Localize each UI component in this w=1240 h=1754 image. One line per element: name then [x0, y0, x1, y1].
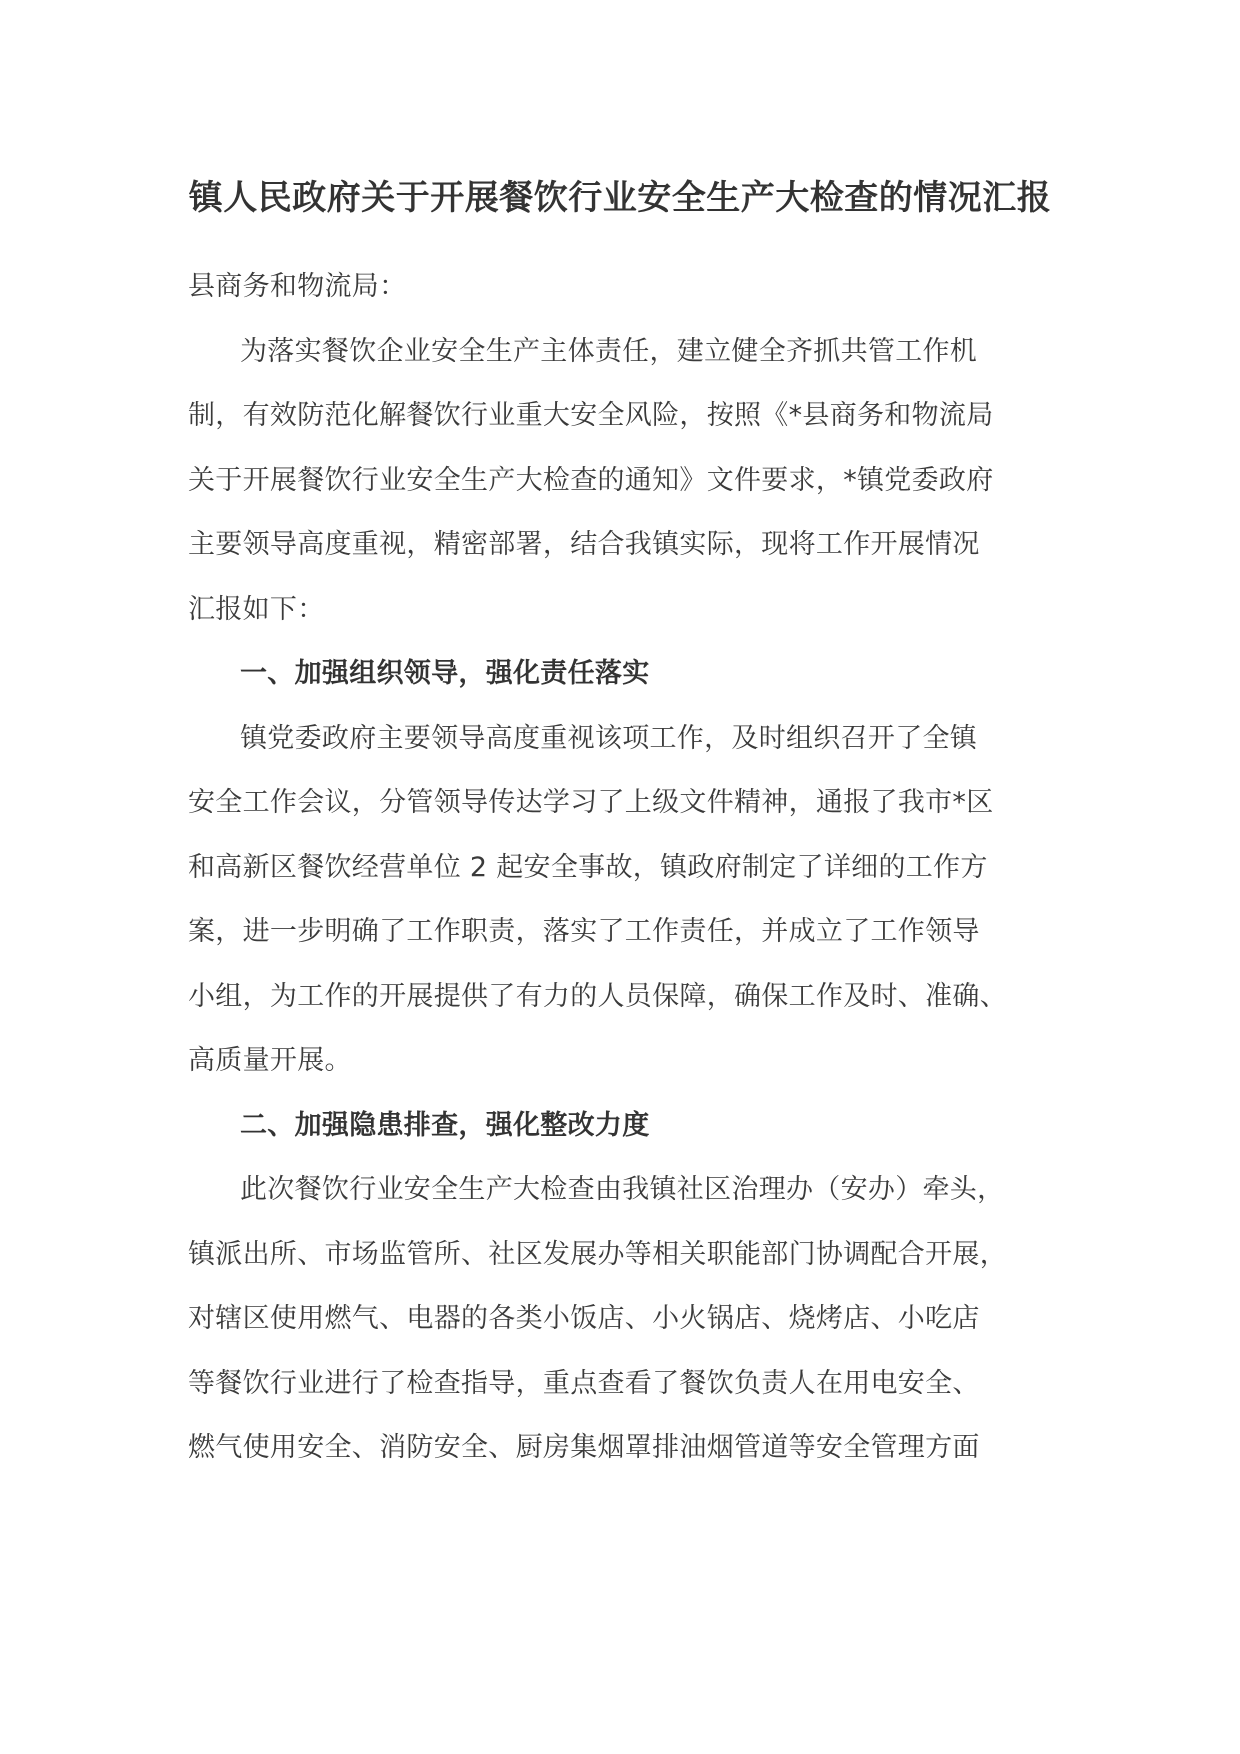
text-line: 汇报如下：: [188, 593, 325, 625]
section-2-paragraph: [188, 1158, 1068, 1481]
text-line: 小组，为工作的开展提供了有力的人员保障，确保工作及时、准确、: [188, 980, 1007, 1012]
text-line: 对辖区使用燃气、电器的各类小饭店、小火锅店、烧烤店、小吃店: [188, 1303, 980, 1334]
section-heading-1: 一、加强组织领导，强化责任落实: [240, 658, 650, 689]
text-line: 安全工作会议，分管领导传达学习了上级文件精神，通报了我市*区: [188, 787, 994, 818]
text-line: 案，进一步明确了工作职责，落实了工作责任，并成立了工作领导: [188, 916, 980, 947]
intro-paragraph: [188, 320, 1068, 643]
text-line: 和高新区餐饮经营单位 2 起安全事故，镇政府制定了详细的工作方: [188, 851, 988, 883]
section-heading-2: 二、加强隐患排查，强化整改力度: [240, 1109, 650, 1141]
document-body: [188, 255, 1068, 1481]
document-title: 镇人民政府关于开展餐饮行业安全生产大检查的情况汇报: [188, 178, 1052, 218]
text-line: 制，有效防范化解餐饮行业重大安全风险，按照《*县商务和物流局: [188, 400, 994, 431]
text-line: 此次餐饮行业安全生产大检查由我镇社区治理办（安办）牵头，: [240, 1174, 1005, 1205]
text-line: 燃气使用安全、消防安全、厨房集烟罩排油烟管道等安全管理方面: [188, 1432, 980, 1463]
text-line: 为落实餐饮企业安全生产主体责任，建立健全齐抓共管工作机: [240, 335, 978, 367]
text-line: 等餐饮行业进行了检查指导，重点查看了餐饮负责人在用电安全、: [188, 1367, 980, 1399]
addressee: 县商务和物流局：: [188, 271, 407, 302]
text-line: 关于开展餐饮行业安全生产大检查的通知》文件要求，*镇党委政府: [188, 464, 994, 496]
text-line: 主要领导高度重视，精密部署，结合我镇实际，现将工作开展情况: [188, 529, 980, 560]
section-1-paragraph: [188, 707, 1068, 1094]
text-line: 高质量开展。: [188, 1045, 352, 1076]
text-line: 镇派出所、市场监管所、社区发展办等相关职能部门协调配合开展，: [188, 1238, 1007, 1270]
text-line: 镇党委政府主要领导高度重视该项工作，及时组织召开了全镇: [240, 722, 978, 754]
